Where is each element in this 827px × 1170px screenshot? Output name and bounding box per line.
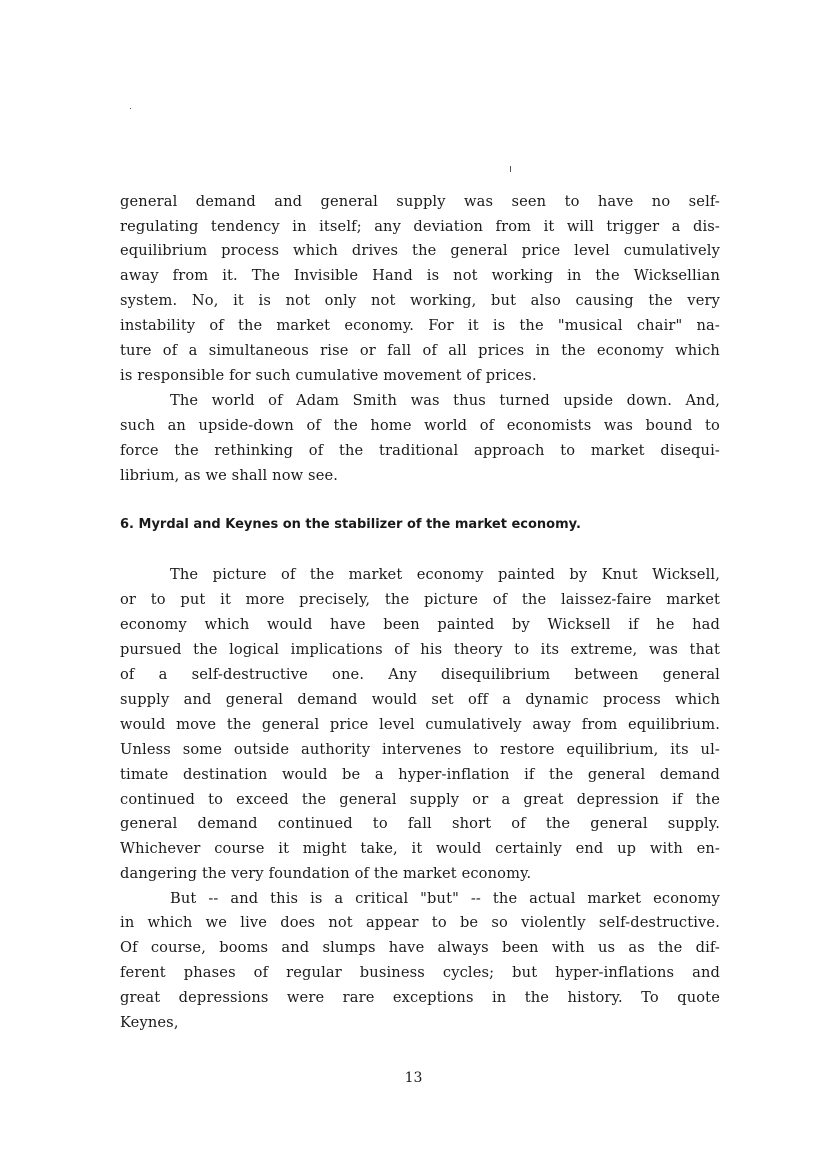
text-line: would move the general price level cumulatively away from equilibrium. bbox=[120, 716, 720, 733]
text-line: such an upside-down of the home world of economists was bound to bbox=[120, 417, 720, 434]
section-heading: 6. Myrdal and Keynes on the stabilizer of the market economy. bbox=[120, 517, 581, 532]
text-line: regulating tendency in itself; any deviation from it will trigger a dis- bbox=[120, 218, 720, 235]
scan-speck bbox=[130, 108, 131, 109]
text-line: general demand and general supply was seen to have no self- bbox=[120, 193, 720, 210]
text-line: The picture of the market economy painted by Knut Wicksell, bbox=[170, 566, 720, 583]
text-line: system. No, it is not only not working, but also causing the very bbox=[120, 292, 720, 309]
text-line: ture of a simultaneous rise or fall of all prices in the economy which bbox=[120, 342, 720, 359]
scan-speck bbox=[510, 166, 511, 172]
text-line: The world of Adam Smith was thus turned upside down. And, bbox=[170, 392, 720, 409]
text-line: But -- and this is a critical "but" -- the actual market economy bbox=[170, 890, 720, 907]
text-line: supply and general demand would set off a dynamic process which bbox=[120, 691, 720, 708]
text-line: Keynes, bbox=[120, 1014, 179, 1031]
text-line: economy which would have been painted by Wicksell if he had bbox=[120, 616, 720, 633]
text-line: equilibrium process which drives the general price level cumulatively bbox=[120, 242, 720, 259]
text-line: Of course, booms and slumps have always been with us as the dif- bbox=[120, 939, 720, 956]
text-line: in which we live does not appear to be so violently self-destructive. bbox=[120, 914, 720, 931]
text-line: dangering the very foundation of the market economy. bbox=[120, 865, 532, 882]
text-line: of a self-destructive one. Any disequilibrium between general bbox=[120, 666, 720, 683]
text-line: instability of the market economy. For it is the "musical chair" na- bbox=[120, 317, 720, 334]
text-line: ferent phases of regular business cycles; but hyper-inflations and bbox=[120, 964, 720, 981]
text-line: is responsible for such cumulative movement of prices. bbox=[120, 367, 537, 384]
text-line: away from it. The Invisible Hand is not working in the Wicksellian bbox=[120, 267, 720, 284]
text-line: pursued the logical implications of his theory to its extreme, was that bbox=[120, 641, 720, 658]
page-number: 13 bbox=[404, 1070, 423, 1086]
text-line: force the rethinking of the traditional approach to market disequi- bbox=[120, 442, 720, 459]
text-line: Unless some outside authority intervenes to restore equilibrium, its ul- bbox=[120, 741, 720, 758]
text-line: great depressions were rare exceptions in the history. To quote bbox=[120, 989, 720, 1006]
text-line: or to put it more precisely, the picture of the laissez-faire market bbox=[120, 591, 720, 608]
text-line: general demand continued to fall short of the general supply. bbox=[120, 815, 720, 832]
text-line: timate destination would be a hyper-inflation if the general demand bbox=[120, 766, 720, 783]
text-line: continued to exceed the general supply or a great depression if the bbox=[120, 791, 720, 808]
text-line: librium, as we shall now see. bbox=[120, 467, 339, 484]
text-line: Whichever course it might take, it would certainly end up with en- bbox=[120, 840, 720, 857]
